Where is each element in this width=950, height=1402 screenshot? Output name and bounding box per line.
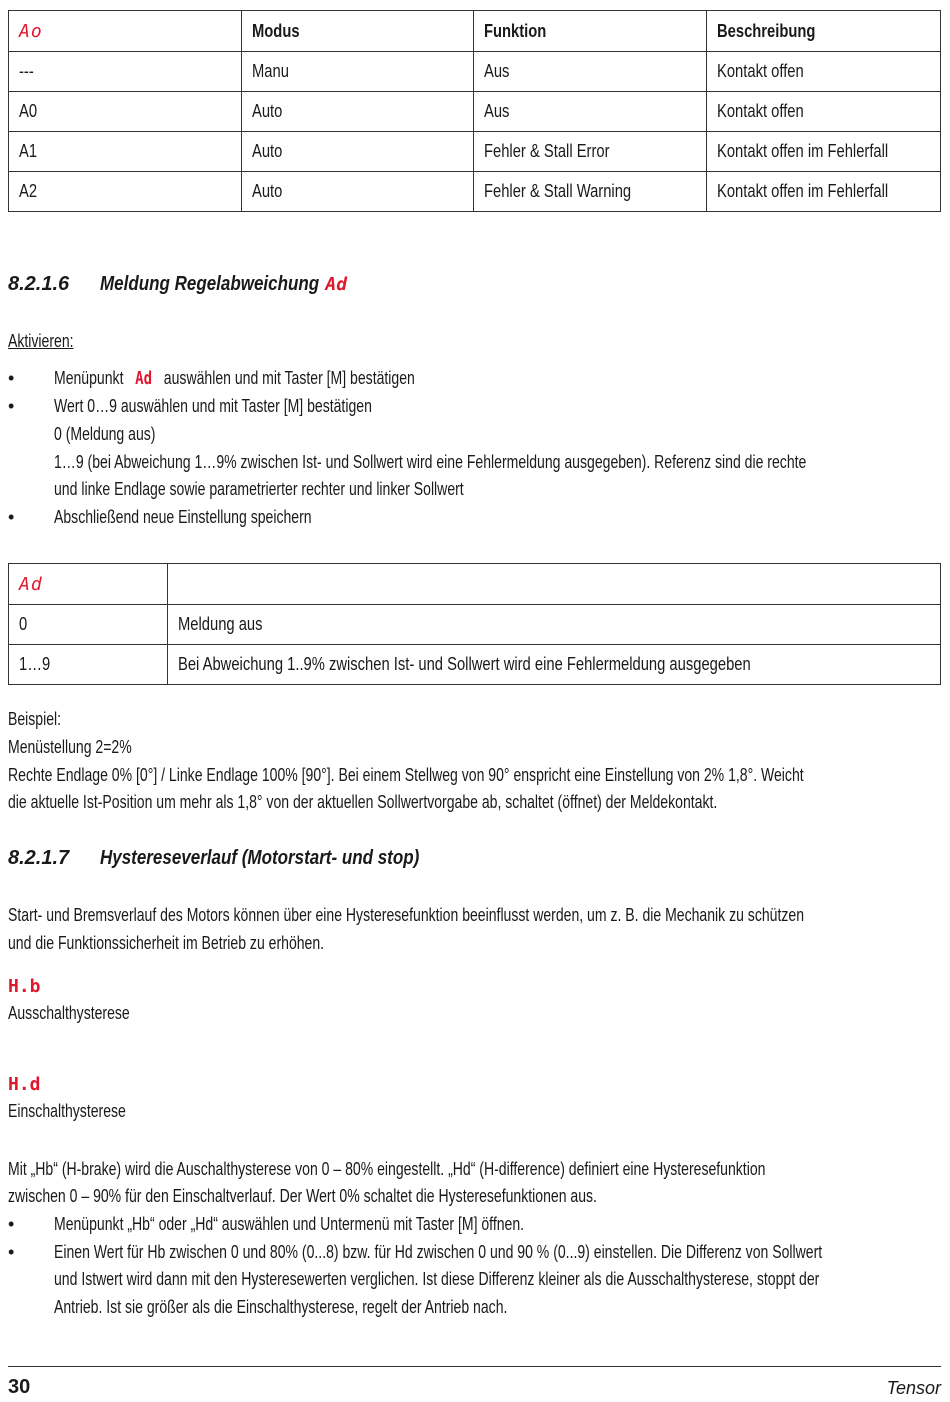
table-cell: Kontakt offen im Fehlerfall	[707, 132, 941, 172]
table-cell-code	[9, 564, 168, 605]
table-row	[9, 52, 941, 92]
table-cell: Aus	[474, 92, 707, 132]
table-cell: Fehler & Stall Warning	[474, 172, 707, 212]
table-header-cell	[168, 564, 941, 605]
table-row	[9, 92, 941, 132]
table-cell: 1…9	[9, 645, 168, 685]
table-cell: Bei Abweichung 1..9% zwischen Ist- und Sollwert wird eine Fehlermeldung ausgegeben	[168, 645, 941, 685]
table-cell-code	[9, 11, 242, 52]
section-heading-8-2-1-6	[8, 273, 347, 296]
table-cell: Aus	[474, 52, 707, 92]
table-row	[9, 172, 941, 212]
activate-label: Aktivieren:	[8, 331, 74, 351]
table-header-cell: Modus	[241, 11, 474, 52]
footer-brand: Tensor	[886, 1378, 941, 1398]
table-cell: Manu	[241, 52, 474, 92]
example-line: Menüstellung 2=2%	[8, 737, 132, 757]
hd-label: Einschalthysterese	[8, 1101, 126, 1121]
display-code-ad-inline: Ad	[135, 368, 153, 389]
display-code-ao: Ao	[19, 20, 43, 42]
bullet-icon: •	[8, 1242, 15, 1262]
paragraph-line: und die Funktionssicherheit im Betrieb zu erhöhen.	[8, 933, 325, 953]
section-title: Hystereseverlauf (Motorstart- und stop)	[100, 847, 420, 869]
example-label: Beispiel:	[8, 709, 62, 729]
display-code-ad: Ad	[325, 274, 348, 295]
table-cell: Kontakt offen im Fehlerfall	[707, 172, 941, 212]
table-header-cell: Beschreibung	[707, 11, 941, 52]
table-cell: A2	[9, 172, 242, 212]
table-cell: Fehler & Stall Error	[474, 132, 707, 172]
table-cell: Auto	[241, 132, 474, 172]
table-ao	[8, 10, 941, 212]
table-row	[9, 645, 941, 685]
table-cell: Auto	[241, 172, 474, 212]
page-number: 30	[8, 1376, 31, 1398]
bullet-icon: •	[8, 1214, 15, 1234]
hb-code: H.b	[8, 976, 41, 997]
example-line: die aktuelle Ist-Position um mehr als 1,8° von der aktuellen Sollwertvorgabe ab, schaltet (öffnet) der Meldekontakt.	[8, 792, 718, 812]
hb-label: Ausschalthysterese	[8, 1003, 130, 1023]
table-cell: Auto	[241, 92, 474, 132]
table-cell: ---	[9, 52, 242, 92]
table-cell: Kontakt offen	[707, 92, 941, 132]
hd-code: H.d	[8, 1074, 41, 1095]
bullet-icon: •	[8, 507, 15, 527]
bullet-icon: •	[8, 396, 15, 416]
bullet-icon: •	[8, 368, 15, 388]
table-cell: A1	[9, 132, 242, 172]
paragraph-line: zwischen 0 – 90% für den Einschaltverlauf. Der Wert 0% schaltet die Hysteresefunktionen aus.	[8, 1186, 597, 1206]
table-cell: A0	[9, 92, 242, 132]
section-number: 8.2.1.6	[8, 273, 70, 295]
example-line: Rechte Endlage 0% [0°] / Linke Endlage 100% [90°]. Bei einem Stellweg von 90° enspricht eine Einstellung von 2% 1,8°. Weicht	[8, 765, 804, 785]
section-title: Meldung Regelabweichung	[100, 273, 320, 295]
table-header-row	[9, 11, 941, 52]
table-header-cell: Funktion	[474, 11, 707, 52]
table-ad	[8, 563, 941, 685]
paragraph-line: Start- und Bremsverlauf des Motors können über eine Hysteresefunktion beeinflusst werden, um z. B. die Mechanik zu schützen	[8, 905, 805, 925]
table-cell: Meldung aus	[168, 605, 941, 645]
table-row	[9, 132, 941, 172]
table-cell: Kontakt offen	[707, 52, 941, 92]
table-row	[9, 605, 941, 645]
display-code-ad-table: Ad	[19, 573, 43, 595]
footer-divider	[8, 1366, 941, 1367]
table-header-row	[9, 564, 941, 605]
table-cell: 0	[9, 605, 168, 645]
section-heading-8-2-1-7	[8, 847, 476, 870]
paragraph-line: Mit „Hb“ (H-brake) wird die Auschalthysterese von 0 – 80% eingestellt. „Hd“ (H-difference) definiert eine Hysteresefunktion	[8, 1159, 766, 1179]
section-number: 8.2.1.7	[8, 847, 70, 869]
